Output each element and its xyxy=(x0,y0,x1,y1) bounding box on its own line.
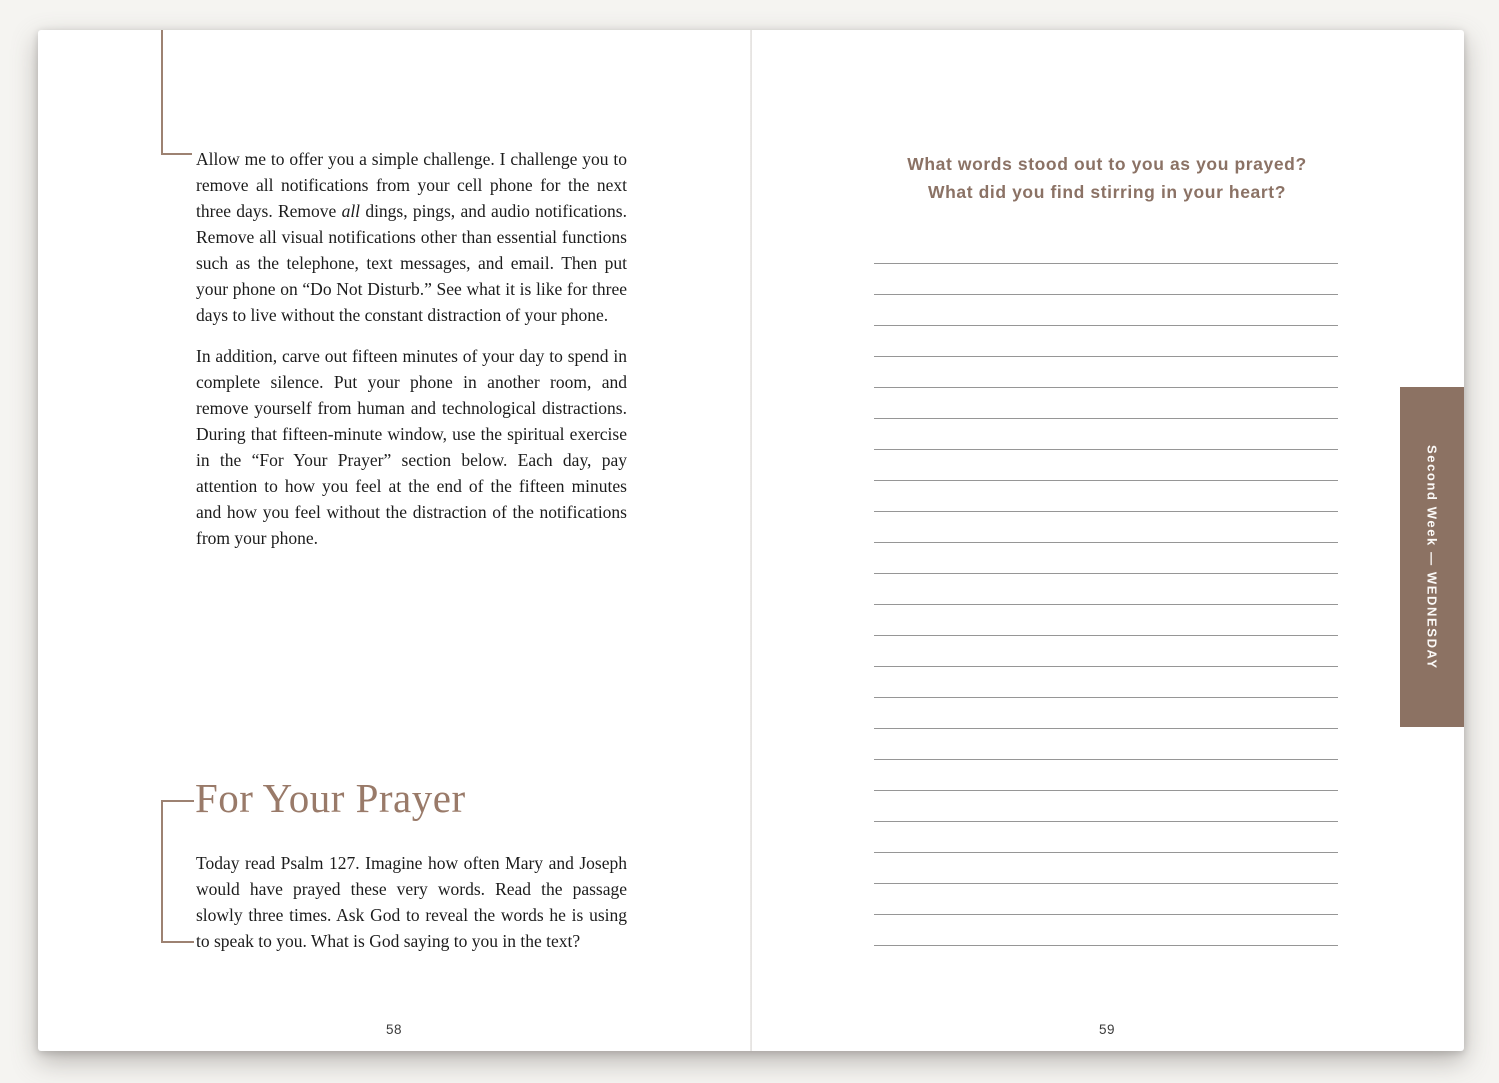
paragraph-silence: In addition, carve out fifteen minutes of your day to spend in complete silence. Put your phone in another room, and remove yourself from human and technological distractions. During that fifteen-minute window, use the spiritual exercise in the “For Your Prayer” section below. Each day, pay attention to how you feel at the end of the fifteen minutes and how you feel without the distraction of the notifications from your phone. xyxy=(196,346,627,548)
ruled-line xyxy=(874,233,1338,264)
ruled-line xyxy=(874,884,1338,915)
ruled-line xyxy=(874,326,1338,357)
ruled-line xyxy=(874,667,1338,698)
ruled-line xyxy=(874,357,1338,388)
paragraph-challenge: Allow me to offer you a simple challenge. I challenge you to remove all notifications from your cell phone for the next three days. Remove all dings, pings, and audio notifications. Remove all visual notifications other than essential functions such as the telephone, text messages, and email. Then put your phone on “Do Not Disturb.” See what it is like for three days to live without the constant distraction of your phone. xyxy=(196,149,627,325)
journal-prompt-line-2: What did you find stirring in your heart? xyxy=(927,181,1287,202)
ruled-line xyxy=(874,295,1338,326)
page-number-left: 58 xyxy=(385,1022,403,1037)
ruled-line xyxy=(874,698,1338,729)
page-number-right: 59 xyxy=(1098,1022,1116,1037)
ruled-line xyxy=(874,791,1338,822)
ruled-line xyxy=(874,450,1338,481)
chapter-tab-label: Second Week — WEDNESDAY xyxy=(1424,444,1440,670)
chapter-tab xyxy=(1400,387,1464,727)
italic-emphasis: all xyxy=(341,201,361,221)
ruled-line xyxy=(874,481,1338,512)
ruled-line xyxy=(874,729,1338,760)
ruled-line xyxy=(874,512,1338,543)
writing-lines-area xyxy=(874,233,1338,946)
ruled-line xyxy=(874,915,1338,946)
ruled-line xyxy=(874,636,1338,667)
ruled-line xyxy=(874,853,1338,884)
ruled-line xyxy=(874,605,1338,636)
ruled-line xyxy=(874,419,1338,450)
ruled-line xyxy=(874,264,1338,295)
ruled-line xyxy=(874,822,1338,853)
decorative-bracket-top xyxy=(161,30,192,155)
decorative-bracket-prayer xyxy=(161,800,194,943)
body-text-column xyxy=(196,146,627,551)
ruled-line xyxy=(874,760,1338,791)
journal-prompt-line-1: What words stood out to you as you prayed? xyxy=(907,154,1307,174)
section-heading: For Your Prayer xyxy=(195,775,466,821)
book-spread xyxy=(38,30,1464,1051)
ruled-line xyxy=(874,574,1338,605)
paragraph-prayer-instructions: Today read Psalm 127. Imagine how often Mary and Joseph would have prayed these very words. Read the passage slowly three times. Ask God to reveal the words he is using to speak to you. What is God saying to you in the text? xyxy=(196,853,627,951)
ruled-line xyxy=(874,543,1338,574)
ruled-line xyxy=(874,388,1338,419)
journal-prompt xyxy=(750,151,1464,206)
